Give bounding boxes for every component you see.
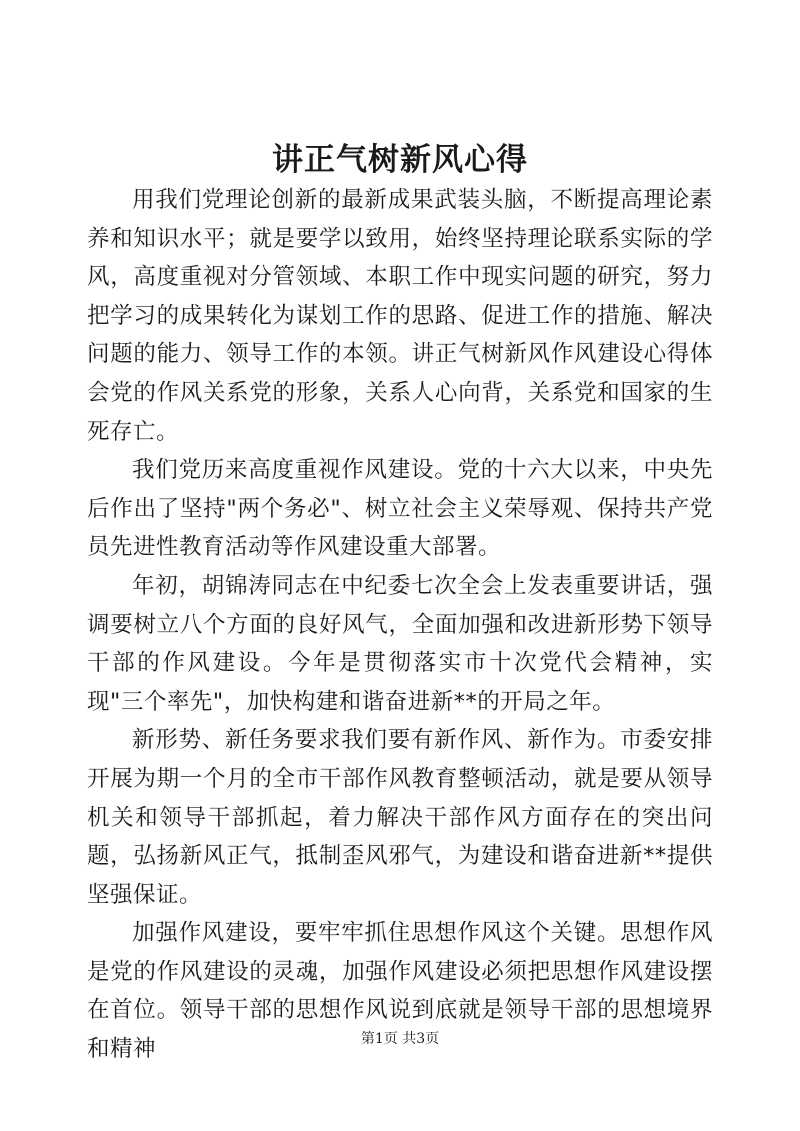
page-footer: 第1页 共3页 bbox=[360, 1031, 440, 1047]
document-title: 讲正气树新风心得 bbox=[272, 142, 528, 178]
document-body bbox=[87, 181, 713, 1069]
paragraph-4: 新形势、新任务要求我们要有新作风、新作为。市委安排开展为期一个月的全市干部作风教育整顿活动，就是要从领导机关和领导干部抓起，着力解决干部作风方面存在的突出问题，弘扬新风正气，抵制歪风邪气，为建设和谐奋进新**提供坚强保证。 bbox=[87, 727, 713, 908]
paragraph-3: 年初，胡锦涛同志在中纪委七次全会上发表重要讲话，强调要树立八个方面的良好风气，全面加强和改进新形势下领导干部的作风建设。今年是贯彻落实市十次党代会精神，实现"三个率先"，加快构建和谐奋进新**的开局之年。 bbox=[87, 572, 713, 715]
paragraph-2: 我们党历来高度重视作风建设。党的十六大以来，中央先后作出了坚持"两个务必"、树立社会主义荣辱观、保持共产党员先进性教育活动等作风建设重大部署。 bbox=[87, 457, 713, 561]
paragraph-1: 用我们党理论创新的最新成果武装头脑，不断提高理论素养和知识水平；就是要学以致用，始终坚持理论联系实际的学风，高度重视对分管领域、本职工作中现实问题的研究，努力把学习的成果转化为谋划工作的思路、促进工作的措施、解决问题的能力、领导工作的本领。讲正气树新风作风建设心得体会党的作风关系党的形象，关系人心向背，关系党和国家的生死存亡。 bbox=[87, 187, 713, 445]
paragraph-5: 加强作风建设，要牢牢抓住思想作风这个关键。思想作风是党的作风建设的灵魂，加强作风建设必须把思想作风建设摆在首位。领导干部的思想作风说到底就是领导干部的思想境界和精神 bbox=[87, 920, 713, 1063]
